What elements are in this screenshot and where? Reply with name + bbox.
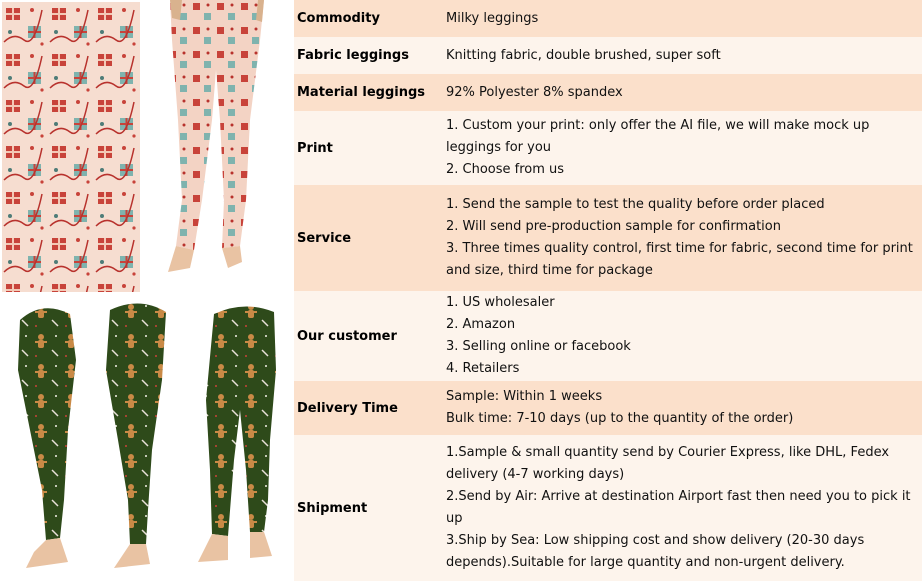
spec-line: 2. Will send pre-production sample for confirmation xyxy=(446,219,781,234)
spec-line: 1. Send the sample to test the quality before order placed xyxy=(446,197,825,212)
spec-label: Fabric leggings xyxy=(297,48,409,63)
spec-line: Knitting fabric, double brushed, super soft xyxy=(446,47,721,63)
spec-line: 3.Ship by Sea: Low shipping cost and show delivery (20-30 days depends).Suitable for large quantity and non-urgent delivery. xyxy=(446,533,865,570)
spec-row-commodity xyxy=(294,0,922,37)
spec-line: 1. Custom your print: only offer the AI file, we will make mock up leggings for you xyxy=(446,118,870,155)
spec-row-material xyxy=(294,74,922,111)
spec-label: Our customer xyxy=(297,328,397,344)
spec-line: 4. Retailers xyxy=(446,361,520,376)
spec-line: Bulk time: 7-10 days (up to the quantity of the order) xyxy=(446,411,794,426)
spec-line: 1. US wholesaler xyxy=(446,295,555,310)
spec-label: Delivery Time xyxy=(297,400,398,416)
spec-label: Service xyxy=(297,230,352,246)
spec-value xyxy=(444,74,922,111)
spec-value xyxy=(444,185,922,291)
spec-value xyxy=(444,291,922,381)
pattern-swatch-image xyxy=(2,2,140,292)
spec-line: Sample: Within 1 weeks xyxy=(446,389,603,404)
spec-value xyxy=(444,111,922,185)
spec-row-shipment xyxy=(294,435,922,581)
spec-line: 92% Polyester 8% spandex xyxy=(446,84,623,100)
gingerbread-leggings-image xyxy=(2,300,294,578)
spec-line: 3. Selling online or facebook xyxy=(446,339,631,354)
spec-label: Material leggings xyxy=(297,85,426,100)
spec-row-fabric xyxy=(294,37,922,74)
spec-value xyxy=(444,381,922,435)
spec-row-delivery xyxy=(294,381,922,435)
spec-line: 2.Send by Air: Arrive at destination Airport fast then need you to pick it up xyxy=(446,489,911,526)
spec-value xyxy=(444,37,922,74)
spec-label: Commodity xyxy=(297,11,380,26)
spec-line: 1.Sample & small quantity send by Courier Express, like DHL, Fedex delivery (4-7 working days) xyxy=(446,445,890,482)
spec-line: 2. Choose from us xyxy=(446,162,565,177)
spec-row-service xyxy=(294,185,922,291)
legging-model-image xyxy=(142,0,294,292)
spec-value xyxy=(444,0,922,37)
spec-row-print xyxy=(294,111,922,185)
spec-line: 3. Three times quality control, first time for fabric, second time for print and size, third time for package xyxy=(446,241,913,278)
spec-label: Shipment xyxy=(297,500,368,516)
spec-row-customer xyxy=(294,291,922,381)
spec-value xyxy=(444,435,922,581)
spec-table xyxy=(294,0,922,581)
spec-line: Milky leggings xyxy=(446,10,539,26)
spec-label: Print xyxy=(297,140,333,156)
spec-line: 2. Amazon xyxy=(446,317,516,332)
